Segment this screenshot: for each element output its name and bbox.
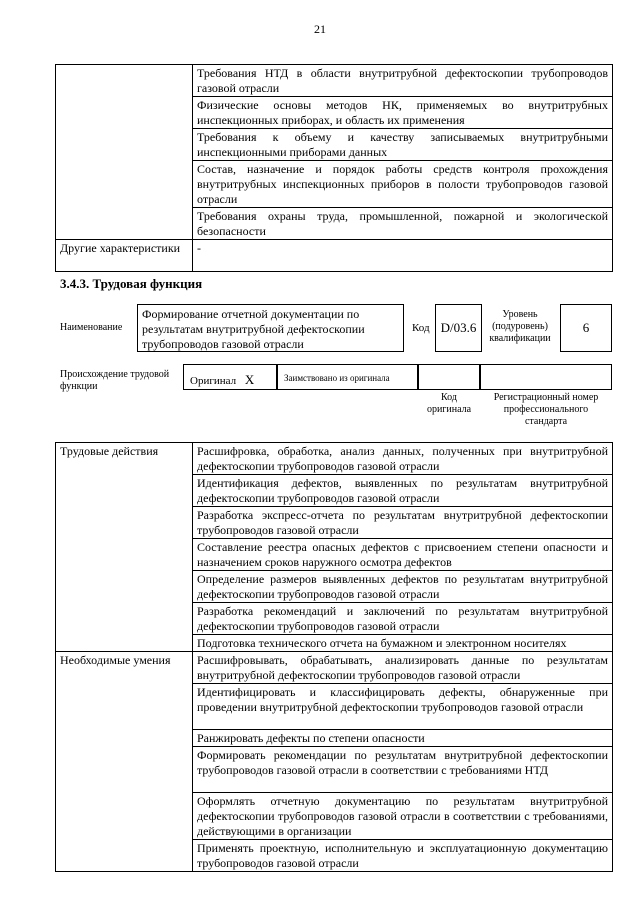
origin-label: Происхождение трудовой функции [60,369,170,392]
row-label [56,65,193,240]
origin-code-cell [418,364,480,390]
original-cell [183,364,277,390]
page-number: 21 [314,22,326,36]
table-cell: Формировать рекомендации по результатам внутритрубной дефектоскопии трубопроводов газовой отрасли в соответствии с требованиями НТД [193,747,613,793]
table-cell: Расшифровывать, обрабатывать, анализировать данные по результатам внутритрубной дефектоскопии трубопроводов газовой отрасли [193,652,613,684]
table-cell: Состав, назначение и порядок работы средств контроля прохождения внутритрубных инспекционных приборов в полости трубопроводов газовой отрасли [193,161,613,208]
table-row [56,652,613,684]
reg-number-cell [480,364,612,390]
function-content-table [55,442,613,872]
function-name: Формирование отчетной документации по результатам внутритрубной дефектоскопии трубопроводов газовой отрасли [137,304,404,352]
code-label: Код [412,322,430,334]
group-label: Необходимые умения [56,652,193,872]
table-cell: Разработка рекомендаций и заключений по результатам внутритрубной дефектоскопии трубопроводов газовой отрасли [193,603,613,635]
table-cell: Определение размеров выявленных дефектов по результатам внутритрубной дефектоскопии трубопроводов газовой отрасли [193,571,613,603]
table-row [56,443,613,475]
table-cell: Составление реестра опасных дефектов с присвоением степени опасности и назначением сроков наружного осмотра дефектов [193,539,613,571]
table-cell: Требования охраны труда, промышленной, пожарной и экологической безопасности [193,208,613,240]
section-title: 3.4.3. Трудовая функция [60,276,203,291]
original-mark: X [244,372,255,387]
name-label: Наименование [60,322,123,333]
table-cell: Применять проектную, исполнительную и эксплуатационную документацию трубопроводов газовой отрасли [193,840,613,872]
table-cell: - [193,240,613,272]
level-label: Уровень (подуровень) квалификации [489,309,551,344]
table-cell: Требования к объему и качеству записываемых внутритрубными инспекционными приборами данных [193,129,613,161]
table-cell: Идентифицировать и классифицировать дефекты, обнаруженные при проведении внутритрубной дефектоскопии трубопроводов газовой отрасли [193,684,613,730]
table-row [56,240,613,272]
original-label: Оригинал [190,375,237,387]
borrowed-cell: Заимствовано из оригинала [277,364,418,390]
table-cell: Требования НТД в области внутритрубной дефектоскопии трубопроводов газовой отрасли [193,65,613,97]
row-label: Другие характеристики [56,240,193,272]
table-cell: Физические основы методов НК, применяемых во внутритрубных инспекционных приборах, и область их применения [193,97,613,129]
qualification-level: 6 [560,304,612,352]
table-cell: Разработка экспресс-отчета по результатам внутритрубной дефектоскопии трубопроводов газовой отрасли [193,507,613,539]
table-cell: Подготовка технического отчета на бумажном и электронном носителях [193,635,613,652]
table-cell: Оформлять отчетную документацию по результатам внутритрубной дефектоскопии трубопроводов газовой отрасли в соответствии с требованиями, действующими в организации [193,793,613,840]
table-cell: Ранжировать дефекты по степени опасности [193,730,613,747]
table-row [56,65,613,97]
function-code: D/03.6 [435,304,482,352]
group-label: Трудовые действия [56,443,193,652]
table-cell: Расшифровка, обработка, анализ данных, полученных при внутритрубной дефектоскопии трубопроводов газовой отрасли [193,443,613,475]
reg-caption: Регистрационный номер профессионального стандарта [493,392,599,427]
code-caption: Код оригинала [426,392,472,415]
table-cell: Идентификация дефектов, выявленных по результатам внутритрубной дефектоскопии трубопроводов газовой отрасли [193,475,613,507]
knowledge-table [55,64,613,272]
